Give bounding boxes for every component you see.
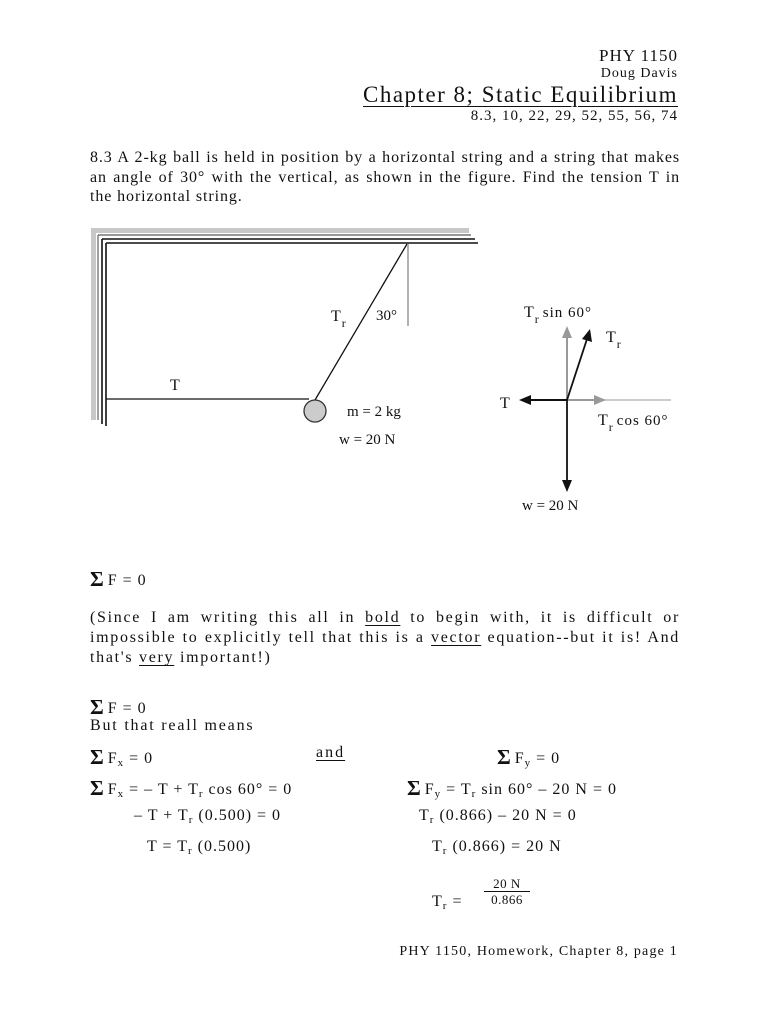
page-footer: PHY 1150, Homework, Chapter 8, page 1 — [399, 944, 678, 959]
bold-word: bold — [365, 609, 401, 626]
but-that-line: But that reall means — [90, 717, 255, 734]
ball — [304, 400, 326, 422]
note-paragraph: (Since I am writing this all in bold to begin with, it is difficult or impossible to explicitly tell that this is a vector equation--but it is! And that's very important!) — [90, 609, 680, 666]
t-solution-equation: $T = T_r$ (0.500) — [147, 838, 252, 857]
w-arrowhead — [562, 480, 572, 492]
problem-list: 8.3, 10, 22, 29, 52, 55, 56, 74 — [470, 108, 678, 124]
author-name: Doug Davis — [600, 66, 678, 81]
tr-sin-arrowhead — [562, 326, 572, 338]
free-body-diagram — [519, 326, 671, 492]
y-numeric-equation: $T_r$ (0.866) – 20 N = 0 — [419, 807, 577, 826]
mass-label: m = 2 kg — [347, 404, 401, 420]
sum-f-equation-2: Σ F = 0 — [90, 695, 147, 719]
tr-label: $T_r$ — [331, 308, 346, 330]
course-code: PHY 1150 — [599, 46, 678, 65]
tr-vector — [567, 339, 587, 400]
sum-f-equation-1: Σ F = 0 — [90, 567, 147, 591]
chapter-title: Chapter 8; Static Equilibrium — [363, 82, 678, 107]
tr-arrowhead — [582, 329, 592, 342]
and-word: and — [316, 744, 346, 761]
very-word: very — [139, 649, 175, 666]
tr-final-equation: $T_r$ = — [432, 893, 463, 912]
w-vector-label: w = 20 N — [522, 498, 579, 514]
weight-label: w = 20 N — [339, 432, 396, 448]
tension-label: T — [170, 377, 180, 394]
sum-fx-equation: Σ $F_x = 0$ — [90, 745, 154, 769]
fraction-denominator: 0.866 — [491, 892, 523, 907]
fraction-numerator: 20 N — [484, 876, 530, 892]
wall-and-ceiling — [91, 228, 478, 426]
fy-expanded-equation: Σ $F_y = T_r$ sin 60° – 20 N = 0 — [407, 776, 617, 800]
tr-cos-arrowhead — [594, 395, 606, 405]
tr-cos-label: $T_r$ cos 60° — [598, 412, 669, 434]
vector-word: vector — [431, 629, 482, 646]
tr-sin-label: $T_r$ sin 60° — [524, 304, 593, 326]
tr-equation: $T_r$ (0.866) = 20 N — [432, 838, 562, 857]
fx-expanded-equation: Σ $F_x$ = – $T + T_r$ cos 60° = 0 — [90, 776, 293, 800]
problem-statement: 8.3 A 2-kg ball is held in position by a horizontal string and a string that makes an angle of 30° with the vertical, as shown in the figure. Find the tension T in the horizontal string. — [90, 149, 680, 205]
t-vector-label: T — [500, 395, 510, 412]
x-numeric-equation: – $T + T_r$ (0.500) = 0 — [134, 807, 282, 826]
tr-vector-label: $T_r$ — [606, 329, 621, 351]
fraction-20n-over-0866 — [484, 876, 530, 907]
angle-label: 30° — [376, 308, 397, 324]
t-arrowhead — [519, 395, 531, 405]
sum-fy-equation: Σ $F_y = 0$ — [497, 745, 561, 769]
